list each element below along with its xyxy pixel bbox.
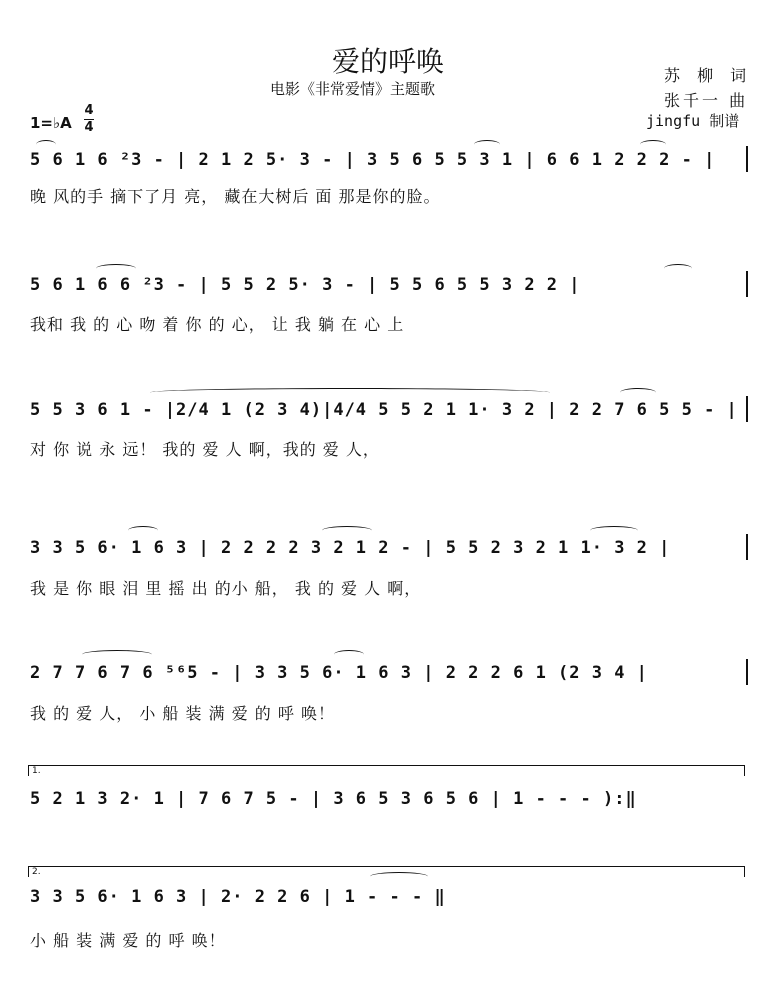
song-subtitle: 电影《非常爱情》主题歌 [270,80,436,98]
lyrics-line-2: 我和 我 的 心 吻 着 你 的 心， 让 我 躺 在 心 上 [30,315,405,334]
lyrics-line-4: 我 是 你 眼 泪 里 摇 出 的小 船， 我 的 爱 人 啊， [30,579,422,598]
song-title: 爱的呼唤 [331,45,444,78]
slur [334,650,364,659]
lyricist-credit: 苏 柳 词 [664,66,753,85]
notation-line-5: 2 7 7 6 7 6 ⁵⁶5 - | 3 3 5 6· 1 6 3 | 2 2 2 6 1 (2 3 4 | [30,663,648,683]
lyrics-line-5: 我 的 爱 人， 小 船 装 满 爱 的 呼 唤！ [30,704,335,723]
time-signature-bottom: 4 [84,120,94,135]
slur [620,388,656,397]
composer-credit: 张千一 曲 [664,91,749,110]
volta-2-bracket: 2. [28,866,745,877]
slur [128,526,158,535]
bar-line [746,396,748,422]
slur [474,140,500,149]
slur [664,264,692,273]
notation-line-6: 5 2 1 3 2· 1 | 7 6 7 5 - | 3 6 5 3 6 5 6 | 1 - - - ):‖ [30,789,637,809]
notation-line-7: 3 3 5 6· 1 6 3 | 2· 2 2 6 | 1 - - - ‖ [30,887,446,907]
volta-1-bracket: 1. [28,765,745,776]
lyrics-line-3: 对 你 说 永 远！ 我的 爱 人 啊，我的 爱 人， [30,440,380,459]
slur [150,388,550,397]
slur [370,872,428,881]
slur [322,526,372,535]
notation-line-3: 5 5 3 6 1 - |2/4 1 (2 3 4)|4/4 5 5 2 1 1· 3 2 | 2 2 7 6 5 5 - | [30,400,738,420]
notation-line-2: 5 6 1 6 6 ²3 - | 5 5 2 5· 3 - | 5 5 6 5 5 3 2 2 | [30,275,581,295]
time-signature-top: 4 [84,103,94,118]
bar-line [746,146,748,172]
slur [96,264,136,273]
time-signature [84,103,94,136]
key-signature: 1=♭A [30,114,72,132]
lyrics-line-1: 晚 风的手 摘下了月 亮， 藏在大树后 面 那是你的脸。 [30,187,441,206]
bar-line [746,659,748,685]
arranger-credit: jingfu 制谱 [646,112,740,130]
notation-line-4: 3 3 5 6· 1 6 3 | 2 2 2 2 3 2 1 2 - | 5 5 2 3 2 1 1· 3 2 | [30,538,671,558]
bar-line [746,534,748,560]
slur [640,140,666,149]
bar-line [746,271,748,297]
lyrics-line-7: 小 船 装 满 爱 的 呼 唤！ [30,931,226,950]
slur [590,526,638,535]
slur [82,650,152,659]
notation-line-1: 5 6 1 6 ²3 - | 2 1 2 5· 3 - | 3 5 6 5 5 3 1 | 6 6 1 2 2 2 - | [30,150,716,170]
slur [36,140,56,149]
